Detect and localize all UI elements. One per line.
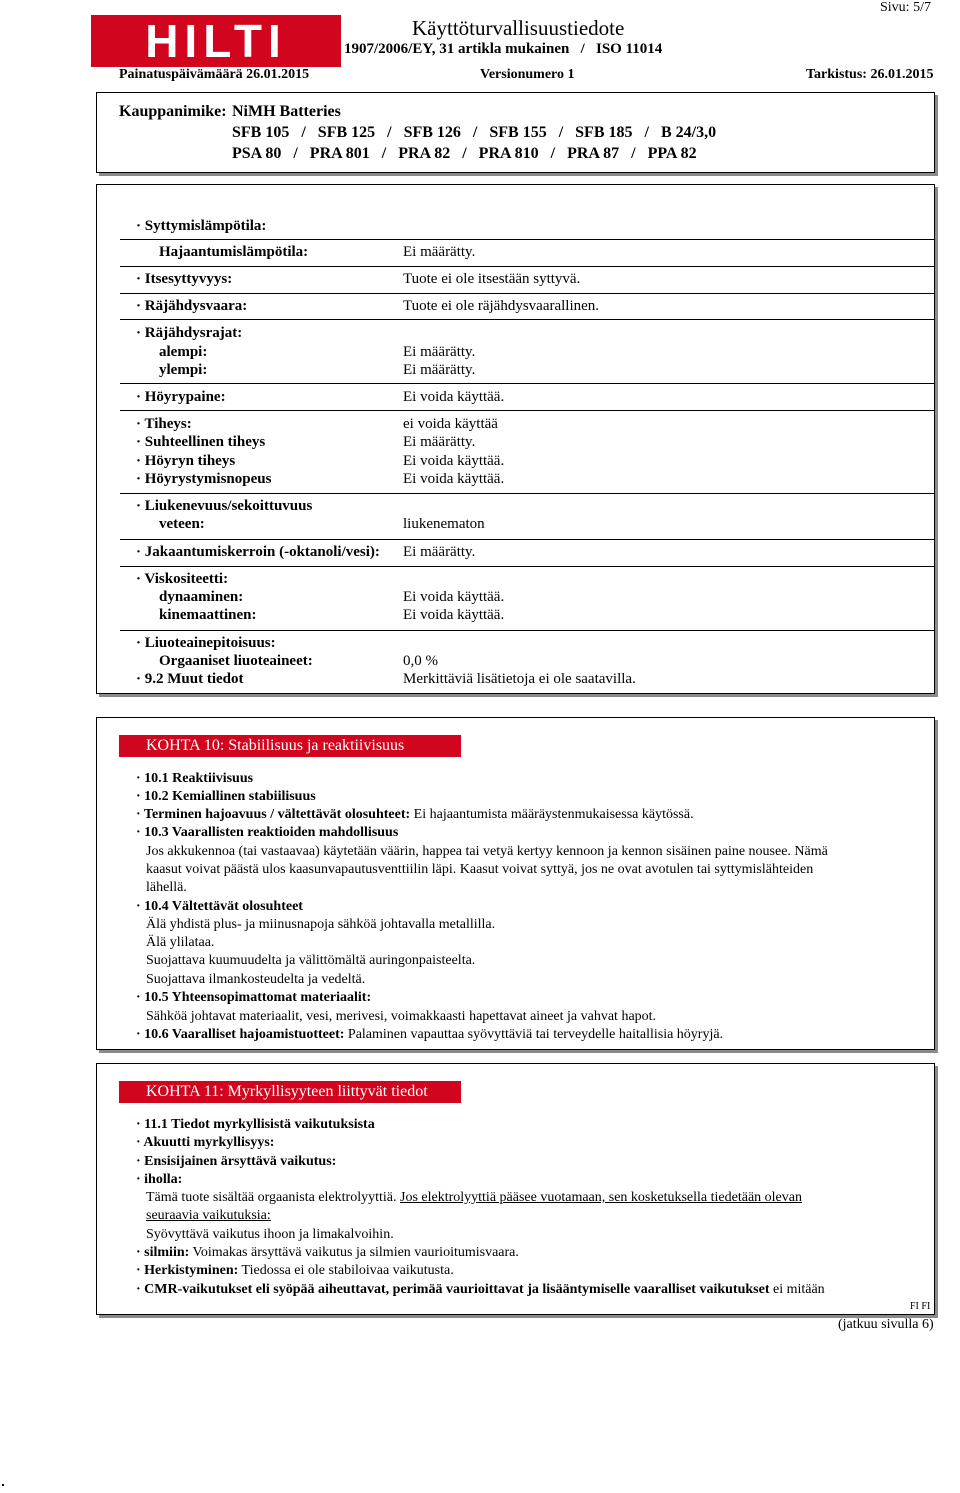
- scan-dot: [2, 1484, 4, 1486]
- upper-limit-value: Ei määrätty.: [403, 362, 476, 378]
- upper-limit-label: ylempi:: [159, 362, 208, 378]
- s11-skin-line1b: Jos elektrolyyttiä pääsee vuotamaan, sen kosketuksella tiedetään olevan: [400, 1190, 802, 1205]
- relative-density-label: · Suhteellinen tiheys: [136, 434, 266, 450]
- solubility-label: · Liukenevuus/sekoittuvuus: [136, 498, 313, 514]
- s11-skin-line3: Syövyttävä vaikutus ihoon ja limakalvoihin.: [146, 1227, 394, 1242]
- partition-label: · Jakaantumiskerroin (-oktanoli/vesi):: [136, 544, 380, 560]
- version-number: Versionumero 1: [480, 67, 575, 82]
- section10-title: KOHTA 10: Stabiilisuus ja reaktiivisuus: [119, 735, 461, 757]
- s10-6: [136, 1027, 723, 1043]
- other-info-label: · 9.2 Muut tiedot: [136, 671, 244, 687]
- s10-2b: [136, 807, 694, 823]
- kinematic-value: Ei voida käyttää.: [403, 607, 505, 623]
- document-title: Käyttöturvallisuustiedote: [412, 16, 625, 40]
- page-number: Sivu: 5/7: [880, 0, 931, 15]
- product-models-line2: PSA 80 / PRA 801 / PRA 82 / PRA 810 / PRA 87 / PPA 82: [232, 145, 697, 162]
- evaporation-label: · Höyrystymisnopeus: [136, 471, 272, 487]
- s11-eyes-value: Voimakas ärsyttävä vaikutus ja silmien vaurioitumisvaara.: [192, 1245, 519, 1260]
- continued-to: (jatkuu sivulla 6): [838, 1317, 934, 1332]
- divider: [120, 493, 935, 494]
- product-models-line1: SFB 105 / SFB 125 / SFB 126 / SFB 155 / SFB 185 / B 24/3,0: [232, 124, 717, 141]
- explosion-value: Tuote ei ole räjähdysvaarallinen.: [403, 298, 600, 314]
- s11-acute: · Akuutti myrkyllisyys:: [136, 1135, 275, 1150]
- decomposition-label: Hajaantumislämpötila:: [159, 244, 309, 260]
- decomposition-value: Ei määrätty.: [403, 244, 476, 260]
- density-label: · Tiheys:: [136, 416, 192, 432]
- divider: [120, 293, 935, 294]
- water-label: veteen:: [159, 516, 205, 532]
- organic-solvent-value: 0,0 %: [403, 653, 438, 669]
- s11-cmr-label: · CMR-vaikutukset eli syöpää aiheuttavat, perimää vaurioittavat ja lisääntymiselle vaaralliset vaikutukset: [136, 1282, 770, 1297]
- lower-limit-value: Ei määrätty.: [403, 344, 476, 360]
- dynamic-value: Ei voida käyttää.: [403, 589, 505, 605]
- s11-sensitisation: [136, 1263, 454, 1279]
- other-info-value: Merkittäviä lisätietoja ei ole saatavilla.: [403, 671, 636, 687]
- s10-5-line1: Sähköä johtavat materiaalit, vesi, merivesi, voimakkaasti hapettavat aineet ja vahvat hapot.: [146, 1009, 657, 1024]
- s10-1: · 10.1 Reaktiivisuus: [136, 771, 254, 786]
- vapour-density-label: · Höyryn tiheys: [136, 453, 236, 469]
- s10-2b-value: Ei hajaantumista määräystenmukaisessa käytössä.: [413, 807, 694, 822]
- print-date: Painatuspäivämäärä 26.01.2015: [119, 67, 310, 82]
- self-ignition-label: · Itsesyttyvyys:: [136, 271, 233, 287]
- hilti-logo: [91, 15, 341, 67]
- kinematic-label: kinemaattinen:: [159, 607, 257, 623]
- s11-skin: · iholla:: [136, 1172, 183, 1187]
- s11-sens-label: · Herkistyminen:: [136, 1263, 239, 1278]
- divider: [120, 410, 935, 411]
- explosion-limits-label: · Räjähdysrajat:: [136, 325, 243, 341]
- s10-3-line3: lähellä.: [146, 880, 187, 895]
- s10-6-label: · 10.6 Vaaralliset hajoamistuotteet:: [136, 1027, 345, 1042]
- divider: [120, 319, 935, 320]
- evaporation-value: Ei voida käyttää.: [403, 471, 505, 487]
- s10-6-value: Palaminen vapauttaa syövyttäviä tai terveydelle haitallisia höyryjä.: [347, 1027, 724, 1042]
- divider: [120, 239, 935, 240]
- s11-eyes: [136, 1245, 519, 1261]
- s10-2: · 10.2 Kemiallinen stabiilisuus: [136, 789, 316, 804]
- section11-title: KOHTA 11: Myrkyllisyyteen liittyvät tiedot: [119, 1081, 461, 1103]
- s10-4-line1: Älä yhdistä plus- ja miinusnapoja sähköä johtavalla metallilla.: [146, 917, 496, 932]
- vapour-pressure-value: Ei voida käyttää.: [403, 389, 505, 405]
- divider: [120, 566, 935, 567]
- document-subtitle: 1907/2006/EY, 31 artikla mukainen / ISO 11014: [344, 41, 663, 57]
- s10-4-line2: Älä ylilataa.: [146, 935, 215, 950]
- s10-3: · 10.3 Vaarallisten reaktioiden mahdollisuus: [136, 825, 399, 840]
- water-value: liukenematon: [403, 516, 485, 532]
- lower-limit-label: alempi:: [159, 344, 208, 360]
- s11-skin-line1a: Tämä tuote sisältää orgaanista elektrolyyttiä.: [146, 1190, 397, 1205]
- language-code: FI FI: [910, 1301, 931, 1312]
- divider: [120, 539, 935, 540]
- s10-5: · 10.5 Yhteensopimattomat materiaalit:: [136, 990, 372, 1005]
- s11-skin-line2: seuraavia vaikutuksia:: [146, 1208, 271, 1223]
- dynamic-label: dynaaminen:: [159, 589, 244, 605]
- partition-value: Ei määrätty.: [403, 544, 476, 560]
- s10-4-line4: Suojattava ilmankosteudelta ja vedeltä.: [146, 972, 366, 987]
- divider: [120, 383, 935, 384]
- vapour-density-value: Ei voida käyttää.: [403, 453, 505, 469]
- self-ignition-value: Tuote ei ole itsestään syttyvä.: [403, 271, 581, 287]
- divider: [120, 630, 935, 631]
- s10-2b-label: · Terminen hajoavuus / vältettävät olosuhteet:: [136, 807, 411, 822]
- product-name: NiMH Batteries: [232, 103, 341, 120]
- s11-cmr-value: ei mitään: [772, 1282, 825, 1297]
- ignition-label: · Syttymislämpötila:: [136, 218, 267, 234]
- s11-cmr: [136, 1282, 825, 1298]
- viscosity-label: · Viskositeetti:: [136, 571, 229, 587]
- s10-4: · 10.4 Vältettävät olosuhteet: [136, 899, 303, 914]
- s10-4-line3: Suojattava kuumuudelta ja välittömältä auringonpaisteelta.: [146, 953, 476, 968]
- divider: [120, 266, 935, 267]
- s10-3-line1: Jos akkukennoa (tai vastaavaa) käytetään väärin, happea tai vetyä kertyy kennoon ja kennon sisäinen paine nousee. Nämä: [146, 844, 828, 859]
- s11-1: · 11.1 Tiedot myrkyllisistä vaikutuksista: [136, 1117, 375, 1132]
- s11-primary: · Ensisijainen ärsyttävä vaikutus:: [136, 1154, 337, 1169]
- explosion-label: · Räjähdysvaara:: [136, 298, 248, 314]
- s10-3-line2: kaasut voivat päästä ulos kaasunvapautusventtiilin läpi. Kaasut voivat syttyä, jos ne ovat avotulen tai syttymislähteiden: [146, 862, 814, 877]
- s11-eyes-label: · silmiin:: [136, 1245, 190, 1260]
- s11-sens-value: Tiedossa ei ole stabiloivaa vaikutusta.: [241, 1263, 454, 1278]
- density-value: ei voida käyttää: [403, 416, 498, 432]
- organic-solvent-label: Orgaaniset liuoteaineet:: [159, 653, 313, 669]
- vapour-pressure-label: · Höyrypaine:: [136, 389, 226, 405]
- product-label: Kauppanimike:: [119, 103, 227, 120]
- relative-density-value: Ei määrätty.: [403, 434, 476, 450]
- solvent-label: · Liuoteainepitoisuus:: [136, 635, 276, 651]
- s11-skin-line1: [146, 1190, 802, 1206]
- revision-date: Tarkistus: 26.01.2015: [806, 67, 934, 82]
- logo-text: HILTI: [145, 15, 287, 67]
